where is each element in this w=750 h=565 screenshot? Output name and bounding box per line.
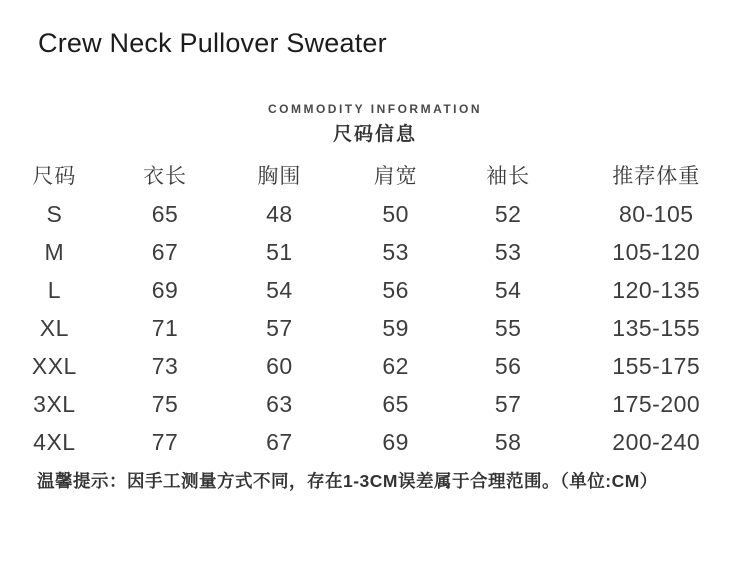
measurement-cell: 69 (151, 276, 179, 303)
measurement-cell: 53 (494, 238, 522, 265)
measurement-cell: 54 (266, 276, 293, 303)
measurement-cell: 56 (382, 276, 409, 303)
measurement-cell: 80-105 (618, 200, 694, 227)
column-header: 肩宽 (373, 165, 418, 188)
table-row (0, 385, 750, 423)
measurement-cell: 73 (151, 352, 179, 379)
measurement-cell: 65 (151, 200, 179, 227)
size-info-heading: 尺码信息 (332, 124, 417, 145)
measurement-cell: 71 (151, 314, 179, 341)
measurement-cell: 48 (266, 200, 293, 227)
column-header: 胸围 (257, 165, 302, 188)
measurement-cell: 58 (494, 428, 522, 455)
table-row (0, 309, 750, 347)
measurement-cell: 200-240 (612, 428, 701, 455)
table-row (0, 233, 750, 271)
measurement-cell: 52 (494, 200, 522, 227)
measurement-cell: 135-155 (612, 314, 701, 341)
size-cell: M (44, 238, 65, 265)
size-cell: L (47, 276, 62, 303)
size-cell: XL (39, 314, 69, 341)
measurement-cell: 50 (382, 200, 409, 227)
measurement-cell: 75 (151, 390, 179, 417)
column-header: 袖长 (486, 165, 531, 188)
column-header: 推荐体重 (612, 165, 701, 188)
measurement-cell: 53 (382, 238, 409, 265)
measurement-cell: 51 (266, 238, 293, 265)
measurement-cell: 62 (382, 352, 409, 379)
measurement-cell: 57 (266, 314, 293, 341)
measurement-cell: 77 (151, 428, 179, 455)
measurement-cell: 60 (266, 352, 293, 379)
section-header (0, 102, 750, 146)
measurement-cell: 56 (494, 352, 522, 379)
column-header: 衣长 (143, 165, 187, 188)
column-header: 尺码 (32, 165, 77, 188)
measurement-cell: 175-200 (612, 390, 701, 417)
measurement-cell: 67 (266, 428, 293, 455)
table-row (0, 271, 750, 309)
size-table (0, 155, 750, 461)
size-cell: S (46, 200, 63, 227)
measurement-cell: 105-120 (612, 238, 701, 265)
measurement-cell: 54 (494, 276, 522, 303)
size-cell: 4XL (33, 428, 76, 455)
measurement-cell: 55 (494, 314, 522, 341)
product-title: Crew Neck Pullover Sweater (38, 28, 387, 58)
measurement-cell: 69 (382, 428, 409, 455)
measurement-cell: 155-175 (612, 352, 701, 379)
size-cell: XXL (31, 352, 77, 379)
footnote: 温馨提示：因手工测量方式不同，存在1-3CM误差属于合理范围。（单位:CM） (37, 471, 658, 491)
measurement-cell: 65 (382, 390, 409, 417)
measurement-cell: 57 (494, 390, 522, 417)
table-row (0, 423, 750, 461)
table-header-row (0, 155, 750, 195)
size-cell: 3XL (33, 390, 76, 417)
measurement-cell: 67 (151, 238, 179, 265)
measurement-cell: 59 (382, 314, 409, 341)
commodity-information-label: COMMODITY INFORMATION (267, 102, 483, 116)
table-row (0, 195, 750, 233)
measurement-cell: 120-135 (612, 276, 701, 303)
measurement-cell: 63 (266, 390, 293, 417)
table-row (0, 347, 750, 385)
